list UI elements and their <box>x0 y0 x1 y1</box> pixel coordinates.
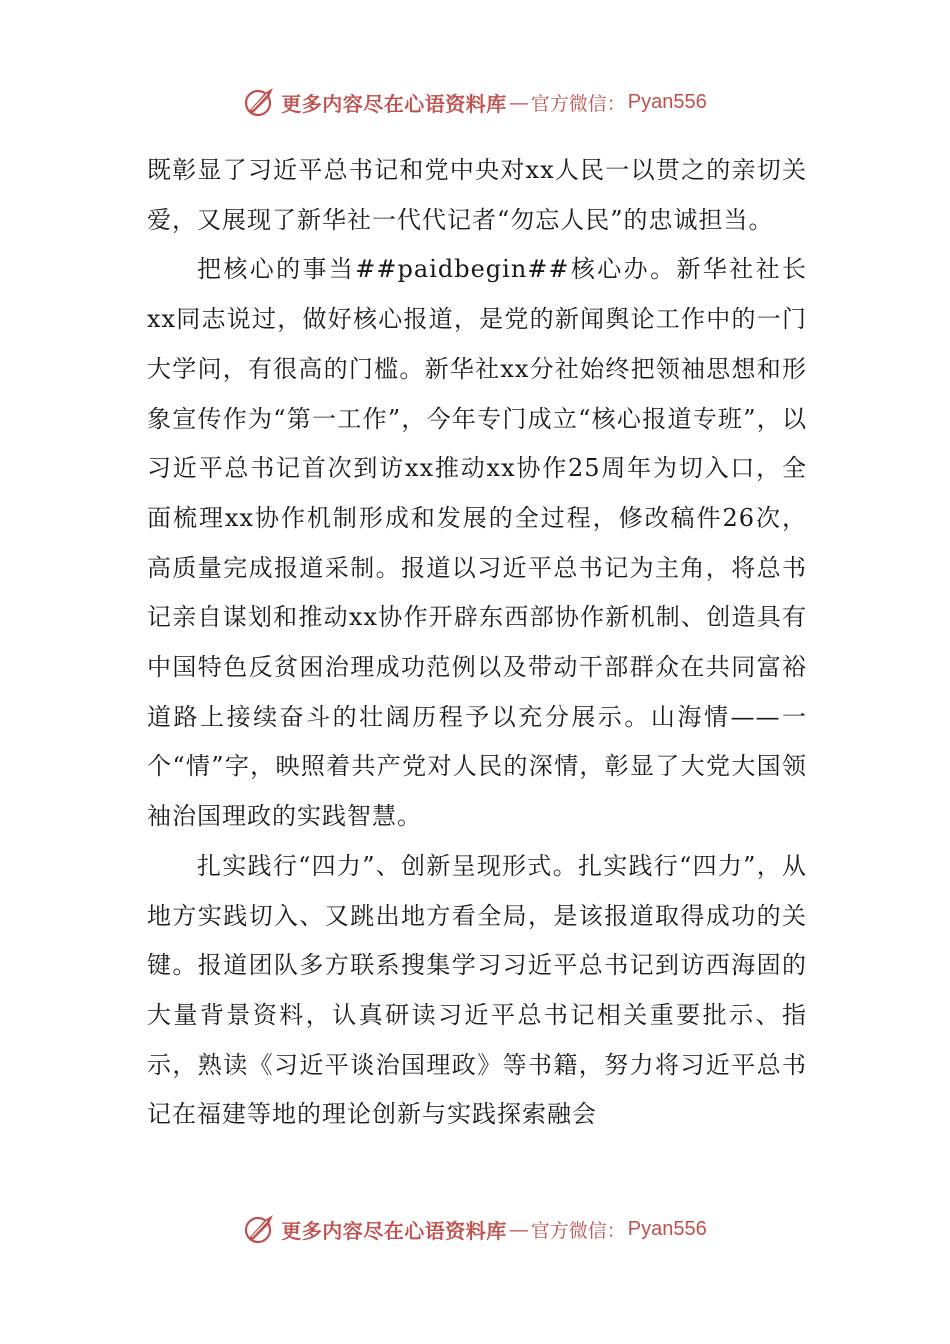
paragraph-1: 既彰显了习近平总书记和党中央对xx人民一以贯之的亲切关爱，又展现了新华社一代代记者“勿忘人民”的忠诚担当。 <box>147 156 807 234</box>
banner-dash: — <box>508 1217 529 1241</box>
banner-wechat-label: 官方微信： <box>530 1219 626 1242</box>
banner-dash: — <box>508 90 529 114</box>
quill-logo-icon <box>243 85 277 119</box>
paragraph-3: 扎实践行“四力”、创新呈现形式。扎实践行“四力”，从地方实践切入、又跳出地方看全局，是该报道取得成功的关键。报道团队多方联系搜集学习习近平总书记到访西海固的大量背景资料，认真研读习近平总书记相关重要批示、指示，熟读《习近平谈治国理政》等书籍，努力将习近平总书记在福建等地的理论创新与实践探索融会 <box>147 851 807 1129</box>
banner-title: 更多内容尽在心语资料库 <box>281 1218 507 1243</box>
header-banner <box>0 82 950 122</box>
quill-logo-icon <box>243 1212 277 1246</box>
banner-wechat-id: Pyan556 <box>627 90 707 113</box>
paragraph-2: 把核心的事当##paidbegin##核心办。新华社社长xx同志说过，做好核心报道，是党的新闻舆论工作中的一门大学问，有很高的门槛。新华社xx分社始终把领袖思想和形象宣传作为“第一工作”，今年专门成立“核心报道专班”，以习近平总书记首次到访xx推动xx协作25周年为切入口，全面梳理xx协作机制形成和发展的全过程，修改稿件26次，高质量完成报道采制。报道以习近平总书记为主角，将总书记亲自谋划和推动xx协作开辟东西部协作新机制、创造具有中国特色反贫困治理成功范例以及带动干部群众在共同富裕道路上接续奋斗的壮阔历程予以充分展示。山海情——一个“情”字，映照着共产党对人民的深情，彰显了大党大国领袖治国理政的实践智慧。 <box>147 255 807 831</box>
banner-title: 更多内容尽在心语资料库 <box>281 91 507 116</box>
banner-wechat-id: Pyan556 <box>627 1217 707 1240</box>
document-body <box>147 146 807 1140</box>
banner-wechat-label: 官方微信： <box>530 92 626 115</box>
footer-banner <box>0 1209 950 1249</box>
